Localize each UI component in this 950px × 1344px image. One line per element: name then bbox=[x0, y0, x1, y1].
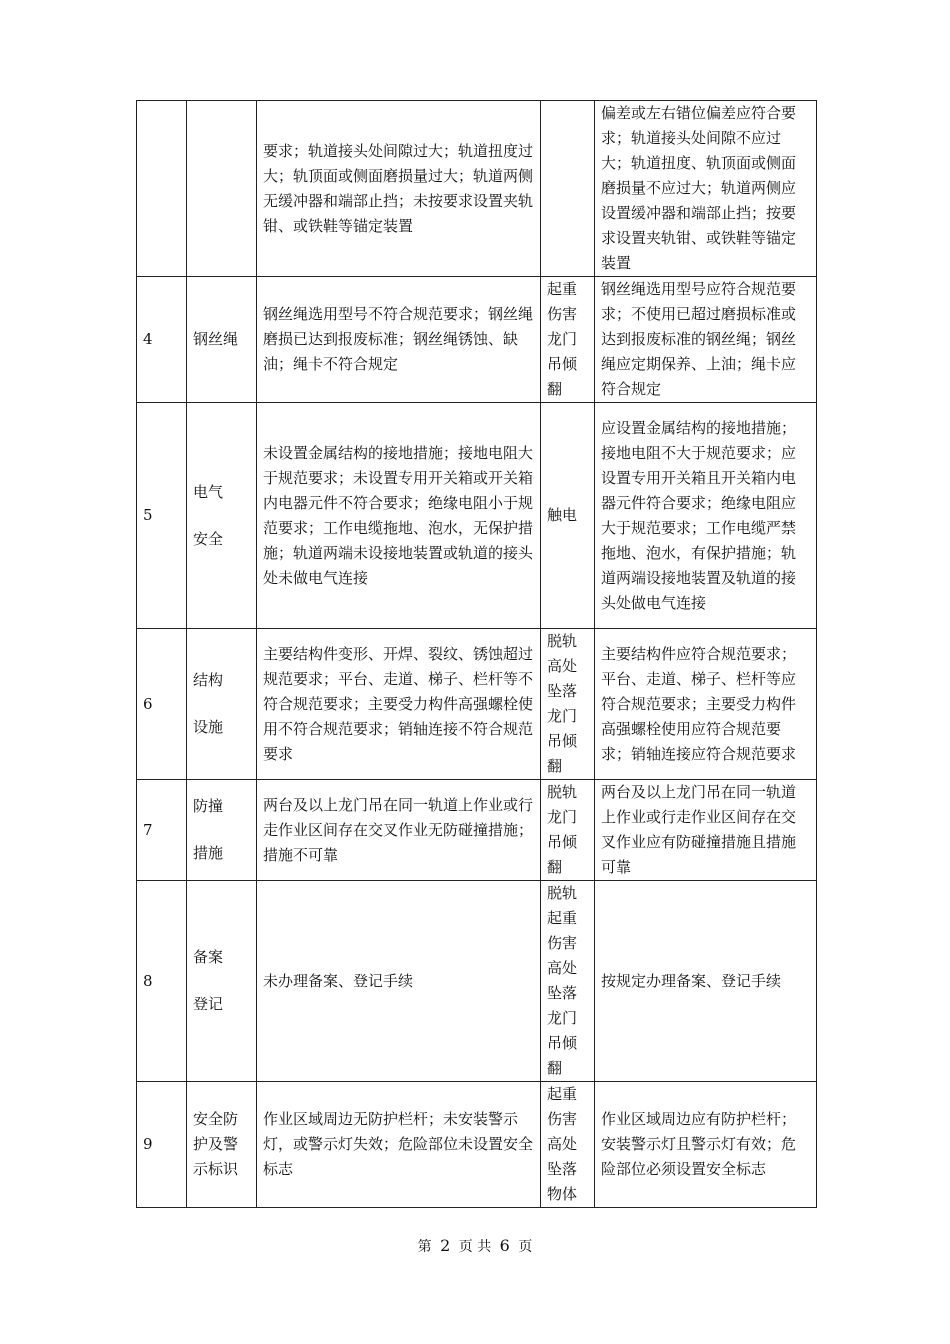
control-measure: 两台及以上龙门吊在同一轨道上作业或行走作业区间存在交叉作业应有防碰撞措施且措施可靠 bbox=[595, 780, 817, 881]
hazard-description: 作业区域周边无防护栏杆；未安装警示灯，或警示灯失效；危险部位未设置安全标志 bbox=[257, 1082, 541, 1208]
accident-type bbox=[541, 101, 595, 277]
accident-type: 脱轨 高处 坠落 龙门 吊倾 翻 bbox=[541, 629, 595, 780]
control-measure: 主要结构件应符合规范要求；平台、走道、梯子、栏杆等应符合规范要求；主要受力构件高强螺栓使用应符合规范要求；销轴连接应符合规范要求 bbox=[595, 629, 817, 780]
row-number: 6 bbox=[137, 629, 187, 780]
check-item: 备案 登记 bbox=[187, 881, 257, 1082]
table-row bbox=[137, 780, 817, 881]
accident-type: 脱轨 起重 伤害 高处 坠落 龙门 吊倾 翻 bbox=[541, 881, 595, 1082]
accident-type: 脱轨 龙门 吊倾 翻 bbox=[541, 780, 595, 881]
page-footer bbox=[0, 1236, 950, 1256]
table-row bbox=[137, 101, 817, 277]
footer-mid: 页 共 bbox=[458, 1239, 492, 1255]
row-number: 9 bbox=[137, 1082, 187, 1208]
table-row bbox=[137, 1082, 817, 1208]
control-measure: 钢丝绳选用型号应符合规范要求；不使用已超过磨损标准或达到报废标准的钢丝绳；钢丝绳应定期保养、上油；绳卡应符合规定 bbox=[595, 277, 817, 403]
control-measure: 应设置金属结构的接地措施；接地电阻不大于规范要求；应设置专用开关箱且开关箱内电器元件符合要求；绝缘电阻应大于规范要求；工作电缆严禁拖地、泡水，有保护措施；轨道两端设接地装置及轨道的接头处做电气连接 bbox=[595, 403, 817, 629]
hazard-description: 两台及以上龙门吊在同一轨道上作业或行走作业区间存在交叉作业无防碰撞措施；措施不可靠 bbox=[257, 780, 541, 881]
table-row bbox=[137, 403, 817, 629]
hazard-description: 主要结构件变形、开焊、裂纹、锈蚀超过规范要求；平台、走道、梯子、栏杆等不符合规范要求；主要受力构件高强螺栓使用不符合规范要求；销轴连接不符合规范要求 bbox=[257, 629, 541, 780]
hazard-description: 未设置金属结构的接地措施；接地电阻大于规范要求；未设置专用开关箱或开关箱内电器元件不符合要求；绝缘电阻小于规范要求；工作电缆拖地、泡水，无保护措施；轨道两端未设接地装置或轨道的接头处未做电气连接 bbox=[257, 403, 541, 629]
control-measure: 偏差或左右错位偏差应符合要求；轨道接头处间隙不应过大；轨道扭度、轨顶面或侧面磨损量不应过大；轨道两侧应设置缓冲器和端部止挡；按要求设置夹轨钳、或铁鞋等锚定装置 bbox=[595, 101, 817, 277]
check-item: 防撞 措施 bbox=[187, 780, 257, 881]
accident-type: 起重 伤害 龙门 吊倾 翻 bbox=[541, 277, 595, 403]
table-row bbox=[137, 881, 817, 1082]
total-pages-number: 6 bbox=[499, 1236, 510, 1255]
check-item: 钢丝绳 bbox=[187, 277, 257, 403]
row-number: 5 bbox=[137, 403, 187, 629]
check-item: 结构 设施 bbox=[187, 629, 257, 780]
hazard-table bbox=[136, 100, 817, 1208]
control-measure: 作业区域周边应有防护栏杆；安装警示灯且警示灯有效；危险部位必须设置安全标志 bbox=[595, 1082, 817, 1208]
row-number: 7 bbox=[137, 780, 187, 881]
row-number bbox=[137, 101, 187, 277]
row-number: 4 bbox=[137, 277, 187, 403]
accident-type: 起重 伤害 高处 坠落 物体 bbox=[541, 1082, 595, 1208]
hazard-description: 钢丝绳选用型号不符合规范要求；钢丝绳磨损已达到报废标准；钢丝绳锈蚀、缺油；绳卡不符合规定 bbox=[257, 277, 541, 403]
row-number: 8 bbox=[137, 881, 187, 1082]
current-page-number: 2 bbox=[440, 1236, 451, 1255]
footer-prefix: 第 bbox=[417, 1239, 432, 1255]
check-item bbox=[187, 101, 257, 277]
table-row bbox=[137, 629, 817, 780]
footer-suffix: 页 bbox=[518, 1239, 533, 1255]
check-item: 电气 安全 bbox=[187, 403, 257, 629]
check-item: 安全防 护及警 示标识 bbox=[187, 1082, 257, 1208]
accident-type: 触电 bbox=[541, 403, 595, 629]
hazard-description: 要求；轨道接头处间隙过大；轨道扭度过大；轨顶面或侧面磨损量过大；轨道两侧无缓冲器和端部止挡；未按要求设置夹轨钳、或铁鞋等锚定装置 bbox=[257, 101, 541, 277]
hazard-description: 未办理备案、登记手续 bbox=[257, 881, 541, 1082]
control-measure: 按规定办理备案、登记手续 bbox=[595, 881, 817, 1082]
table-row bbox=[137, 277, 817, 403]
